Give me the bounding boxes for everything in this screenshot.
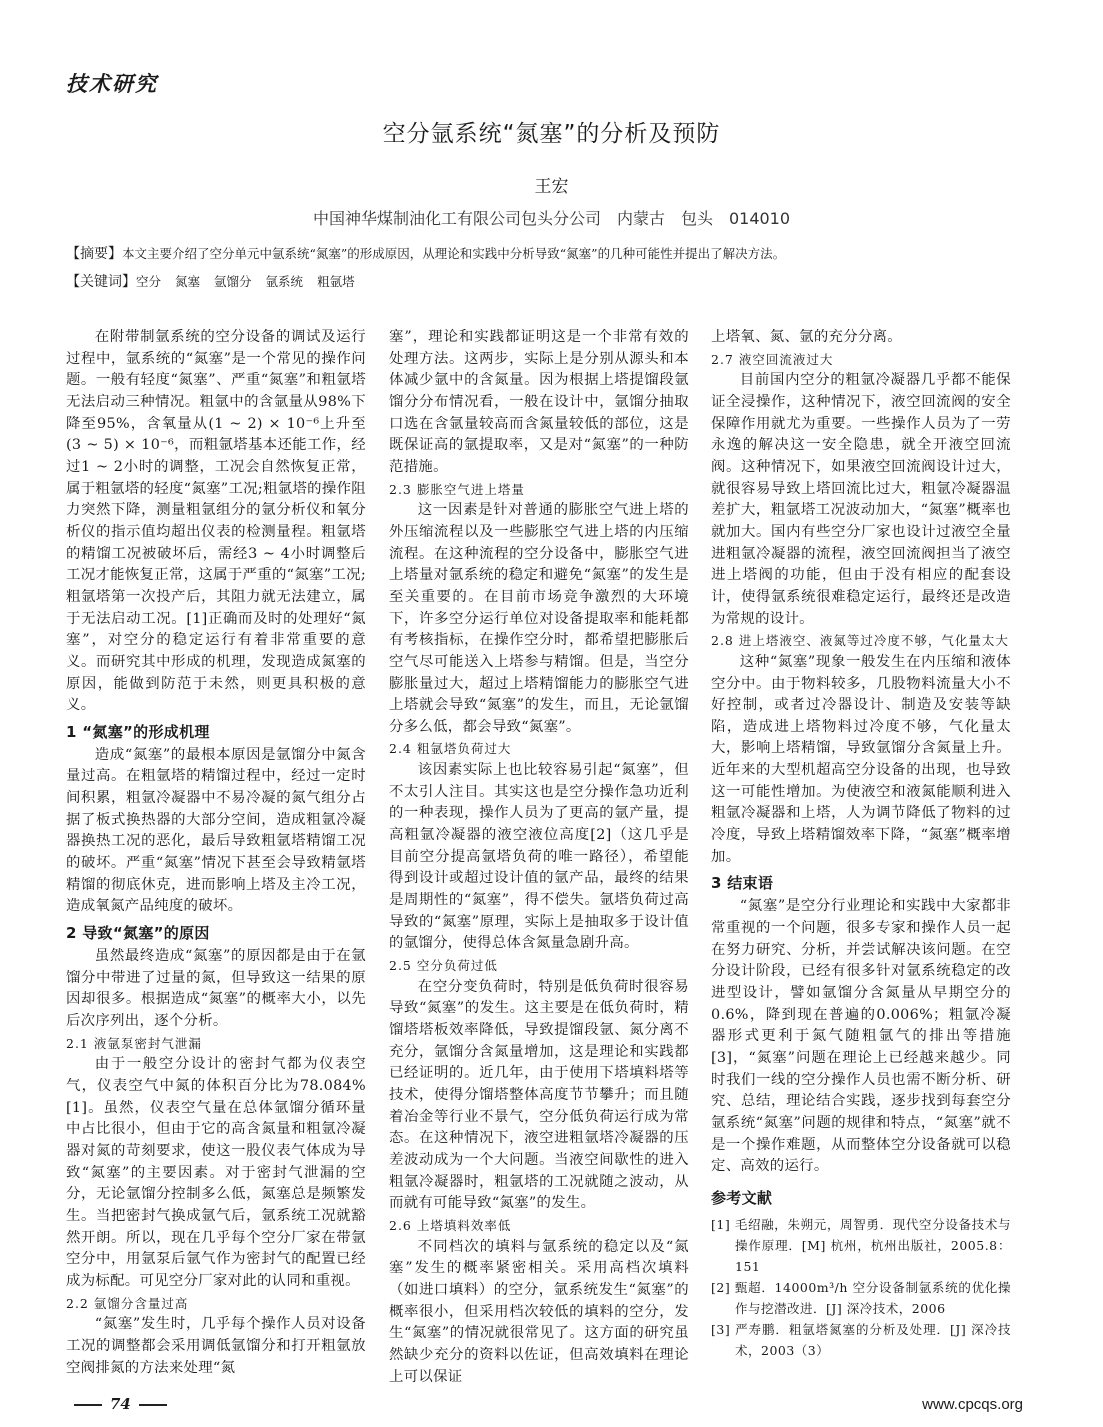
paragraph: “氮塞”发生时，几乎每个操作人员对设备工况的调整都会采用调低氩馏分和打开粗氩放空阀排氮的方法来处理“氮 xyxy=(66,1316,366,1376)
reference-item: [2] 甄超．14000m³/h 空分设备制氩系统的优化操作与挖潜改进．[J] 深冷技术，2006 xyxy=(711,1279,1011,1316)
section-tag: 技术研究 xyxy=(66,71,158,96)
page-number: 74 xyxy=(66,1395,175,1413)
subsection-heading: 2.7 液空回流液过大 xyxy=(711,351,834,367)
subsection-heading: 2.2 氩馏分含量过高 xyxy=(66,1295,189,1311)
body-column-1 xyxy=(66,327,366,1379)
keyword: 氩系统 xyxy=(265,274,304,289)
keyword: 氩馏分 xyxy=(214,274,252,289)
reference-item: [1] 毛绍融，朱朔元，周智勇．现代空分设备技术与操作原理．[M] 杭州，杭州出版社，2005.8：151 xyxy=(711,1216,1011,1274)
paragraph: 在空分变负荷时，特别是低负荷时很容易导致“氮塞”的发生。这主要是在低负荷时，精馏塔塔板效率降低，导致提馏段氩、氮分离不充分，氩馏分含氮量增加，这是理论和实践都已经证明的。近几年，由于使用下塔填料塔等技术，使得分馏塔整体高度节节攀升；而且随着冶金等行业不景气，空分低负荷运行成为常态。在这种情况下，液空进粗氩塔冷凝器的压差波动成为一个大问题。当液空间歇性的进入粗氩冷凝器时，粗氩塔的工况就随之波动，从而就有可能导致“氮塞”的发生。 xyxy=(389,978,689,1212)
keyword: 氮塞 xyxy=(175,274,201,289)
subsection-heading: 2.6 上塔填料效率低 xyxy=(389,1217,512,1233)
subsection-heading: 2.5 空分负荷过低 xyxy=(389,958,498,974)
paragraph: 由于一般空分设计的密封气都为仪表空气，仪表空气中氮的体积百分比为78.084%[1]。虽然，仪表空气量在总体氩馏分循环量中占比很小，但由于它的高含氮量和粗氩冷凝器对氮的苛刻要求，使这一股仪表气体成为导致“氮塞”的主要因素。对于密封气泄漏的空分，无论氩馏分控制多么低，氮塞总是频繁发生。当把密封气换成氩气后，氩系统工况就豁然开朗。所以，现在几乎每个空分厂家在带氩空分中，用氩泵后氩气作为密封气的配置已经成为标配。可见空分厂家对此的认同和重视。 xyxy=(66,1056,366,1289)
section-heading: 1 “氮塞”的形成机理 xyxy=(66,722,210,741)
paragraph: “氮塞”是空分行业理论和实践中大家都非常重视的一个问题，很多专家和操作人员一起在努力研究、分析，并尝试解决该问题。在空分设计阶段，已经有很多针对氩系统稳定的改进型设计，譬如氩馏分含氮量从早期空分的0.6%，降到现在普遍的0.006%；粗氩冷凝器形式更利于氮气随粗氩气的排出等措施[3]，“氮塞”问题在理论上已经越来越少。同时我们一线的空分操作人员也需不断分析、研究、总结，理论结合实践，逐步找到每套空分氩系统“氮塞”问题的规律和特点，“氮塞”就不是一个操作难题，从而整体空分设备就可以稳定、高效的运行。 xyxy=(711,898,1011,1175)
affiliation: 中国神华煤制油化工有限公司包头分公司 内蒙古 包头 014010 xyxy=(312,209,791,228)
paragraph: 该因素实际上也比较容易引起“氮塞”，但不太引人注目。其实这也是空分操作急功近利的一种表现，操作人员为了更高的氩产量，提高粗氩冷凝器的液空液位高度[2]（这几乎是目前空分提高氩塔负荷的唯一路径），希望能得到设计或超过设计值的氩产品，最终的结果是周期性的“氮塞”，得不偿失。氩塔负荷过高导致的“氮塞”原理，实际上是抽取多于设计值的氩馏分，使得总体含氮量急剧升高。 xyxy=(389,762,689,952)
body-column-3 xyxy=(711,327,1011,1361)
subsection-heading: 2.1 液氩泵密封气泄漏 xyxy=(66,1035,202,1051)
keywords-label: 【关键词】 xyxy=(66,274,136,290)
abstract xyxy=(66,244,1046,264)
paragraph: 造成“氮塞”的最根本原因是氩馏分中氮含量过高。在粗氩塔的精馏过程中，经过一定时间积累，粗氩冷凝器中不易冷凝的氮气组分占据了板式换热器的大部分空间，造成粗氩冷凝器换热工况的恶化，最后导致粗氩塔精馏工况的破坏。严重“氮塞”情况下甚至会导致精氩塔精馏的彻底休克，进而影响上塔及主冷工况，造成氧氮产品纯度的破坏。 xyxy=(66,746,366,915)
paragraph-continued: 上塔氧、氮、氩的充分分离。 xyxy=(711,329,902,345)
keyword: 粗氩塔 xyxy=(317,274,355,289)
footer-url: www.cpcqs.org xyxy=(922,1396,1023,1413)
paragraph-continued: 塞”，理论和实践都证明这是一个非常有效的处理方法。这两步，实际上是分别从源头和本体减少氩中的含氮量。因为根据上塔提馏段氩馏分分布情况看，一般在设计中，氩馏分抽取口选在含氩量较高而含氮量较低的部位，这是既保证高的氩提取率，又是对“氮塞”的一种防范措施。 xyxy=(389,329,689,475)
subsection-heading: 2.4 粗氩塔负荷过大 xyxy=(389,741,512,757)
abstract-text: 本文主要介绍了空分单元中氩系统“氮塞”的形成原因，从理论和实践中分析导致“氮塞”的几种可能性并提出了解决方法。 xyxy=(122,246,786,261)
page-title: 空分氩系统“氮塞”的分析及预防 xyxy=(382,121,721,147)
abstract-label: 【摘要】 xyxy=(66,246,122,262)
section-heading: 2 导致“氮塞”的原因 xyxy=(66,924,210,943)
body-column-2 xyxy=(389,327,689,1388)
keywords xyxy=(66,272,1046,292)
paragraph: 虽然最终造成“氮塞”的原因都是由于在氩馏分中带进了过量的氮，但导致这一结果的原因却很多。根据造成“氮塞”的概率大小，以先后次序列出，逐个分析。 xyxy=(66,948,366,1030)
subsection-heading: 2.3 膨胀空气进上塔量 xyxy=(389,481,525,497)
paragraph: 目前国内空分的粗氩冷凝器几乎都不能保证全浸操作，这种情况下，液空回流阀的安全保障作用就尤为重要。一些操作人员为了一劳永逸的解决这一安全隐患，就全开液空回流阀。这种情况下，如果液空回流阀设计过大，就很容易导致上塔回流比过大，粗氩冷凝器温差扩大，粗氩塔工况波动加大，“氮塞”概率也就加大。国内有些空分厂家也设计过液空全量进粗氩冷凝器的流程，液空回流阀担当了液空进上塔阀的功能，但由于没有相应的配套设计，使得氩系统很难稳定运行，最终还是改造为常规的设计。 xyxy=(711,372,1011,627)
paragraph: 这一因素是针对普通的膨胀空气进上塔的外压缩流程以及一些膨胀空气进上塔的内压缩流程。在这种流程的空分设备中，膨胀空气进上塔量对氩系统的稳定和避免“氮塞”的发生是至关重要的。在目前市场竞争激烈的大环境下，许多空分运行单位对设备提取率和能耗都有考核指标，在操作空分时，都希望把膨胀后空气尽可能送入上塔参与精馏。但是，当空分膨胀量过大，超过上塔精馏能力的膨胀空气进上塔就会导致“氮塞”的发生，而且，无论氩馏分多么低，都会导致“氮塞”。 xyxy=(389,502,689,735)
subsection-heading: 2.8 进上塔液空、液氮等过冷度不够，气化量太大 xyxy=(711,633,1009,649)
reference-item: [3] 严寿鹏．粗氩塔氮塞的分析及处理．[J] 深冷技术，2003（3） xyxy=(711,1321,1011,1358)
references-heading: 参考文献 xyxy=(711,1188,773,1207)
keyword: 空分 xyxy=(136,274,162,289)
paragraph: 这种“氮塞”现象一般发生在内压缩和液体空分中。由于物料较多，几股物料流量大小不好控制，或者过冷器设计、制造及安装等缺陷，造成进上塔物料过冷度不够，气化量太大，影响上塔精馏，导致氩馏分含氮量上升。近年来的大型机超高空分设备的出现，也导致这一可能性增加。为使液空和液氮能顺利进入粗氩冷凝器和上塔，人为调节降低了物料的过冷度，导致上塔精馏效率下降，“氮塞”概率增加。 xyxy=(711,653,1011,865)
paragraph: 在附带制氩系统的空分设备的调试及运行过程中，氩系统的“氮塞”是一个常见的操作问题。一般有轻度“氮塞”、严重“氮塞”和粗氩塔无法启动三种情况。粗氩中的含氩量从98%下降至95%，含氧量从(1 ~ 2) × 10⁻⁶上升至(3 ~ 5) × 10⁻⁶，而粗氩塔基本还能工作，经过1 ~ 2小时的调整，工况会自然恢复正常，属于粗氩塔的轻度“氮塞”工况;粗氩塔的操作阻力突然下降，测量粗氩组分的氩分析仪和氧分析仪的指示值均超出仪表的检测量程。粗氩塔的精馏工况被破坏后，需经3 ~ 4小时调整后工况才能恢复正常，这属于严重的“氮塞”工况;粗氩塔第一次投产后，其阻力就无法建立，属于无法启动工况。[1]正确而及时的处理好“氮塞”，对空分的稳定运行有着非常重要的意义。而研究其中形成的机理，发现造成氮塞的原因，能做到防范于未然，则更具积极的意义。 xyxy=(66,329,366,714)
author: 王宏 xyxy=(534,177,569,197)
paragraph: 不同档次的填料与氩系统的稳定以及“氮塞”发生的概率紧密相关。采用高档次填料（如进口填料）的空分，氩系统发生“氮塞”的概率很小，但采用档次较低的填料的空分，发生“氮塞”的情况就很常见了。这方面的研究虽然缺少充分的资料以佐证，但高效填料在理论上可以保证 xyxy=(389,1238,689,1385)
section-heading: 3 结束语 xyxy=(711,874,774,893)
